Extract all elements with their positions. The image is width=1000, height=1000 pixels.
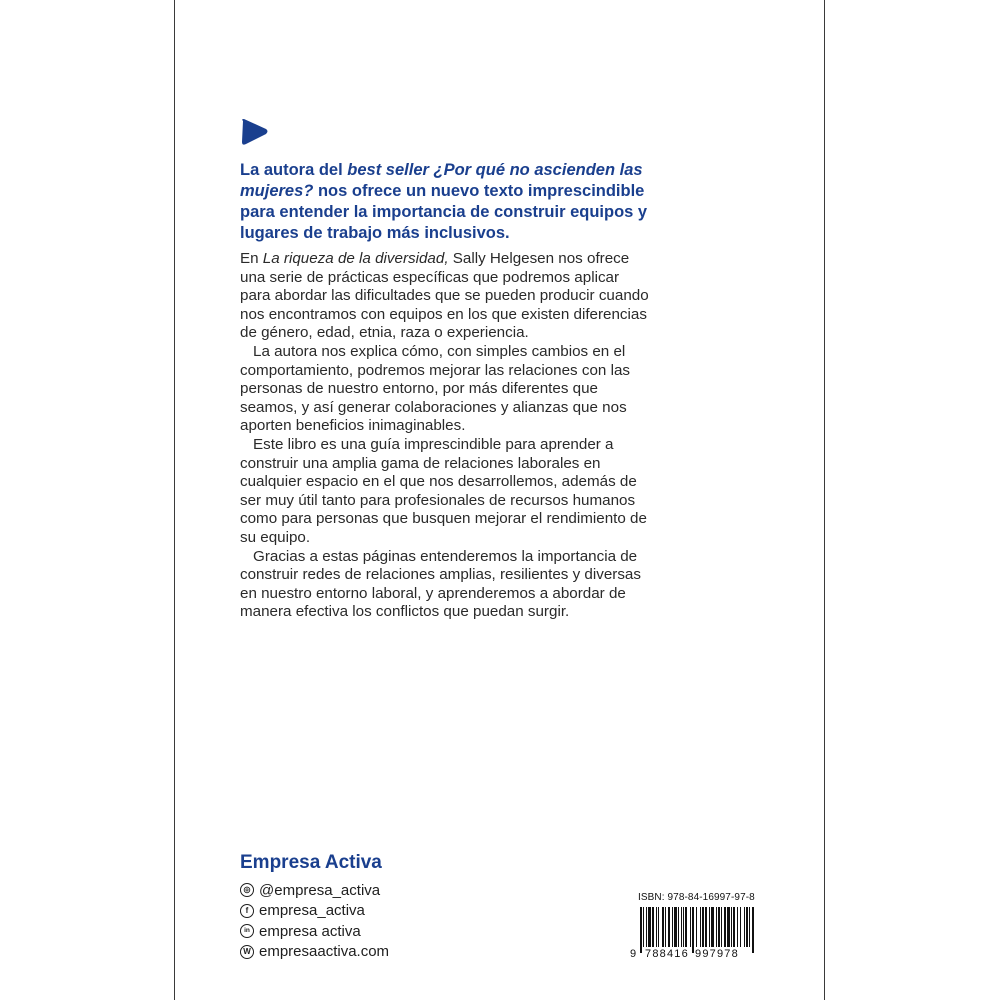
barcode-bar [681,907,682,947]
barcode-bar [656,907,657,947]
barcode-bar [678,907,679,947]
barcode-bar [668,907,670,947]
barcode-bar [752,907,754,953]
social-handle: empresa activa [259,922,361,940]
social-handle: @empresa_activa [259,881,381,899]
synopsis [240,250,650,622]
web-icon: W [240,945,254,959]
social-facebook[interactable] [240,901,389,922]
barcode-bar [705,907,707,947]
barcode-bar [658,907,659,947]
social-handle: empresaactiva.com [259,943,390,961]
barcode-first-digit: 9 [630,948,637,960]
play-icon [240,118,270,146]
barcode-bar [646,907,647,947]
social-instagram[interactable] [240,880,389,901]
barcode-bar [665,907,666,947]
social-web[interactable] [240,942,389,963]
synopsis-paragraph-2: La autora nos explica cómo, con simples cambios en el comportamiento, podremos mejorar las relaciones con las personas de nuestro entorno, por más diferentes que seamos, y así generar colaboraciones y alianzas que nos aporten beneficios inimaginables. [240,342,630,435]
barcode-bar [746,907,748,947]
barcode-bar [724,907,726,947]
barcode-bar [716,907,717,947]
synopsis-paragraph-4: Gracias a estas páginas entenderemos la importancia de construir redes de relaciones amplias, resilientes y diversas en nuestro entorno laboral, y aprenderemos a abordar de manera efectiva los conflictos que puedan surgir. [240,547,641,621]
instagram-icon: ◎ [240,883,254,897]
barcode-bar [744,907,745,947]
social-handle: empresa_activa [259,902,365,920]
barcode-bar [662,907,664,947]
barcode-bar [718,907,720,947]
isbn-label: ISBN: 978-84-16997-97-8 [638,892,755,903]
barcode-bar [690,907,691,947]
social-links [240,880,389,962]
publisher-name: Empresa Activa [240,852,382,873]
synopsis-paragraph-1: En La riqueza de la diversidad, Sally Helgesen nos ofrece una serie de prácticas específicas que podremos aplicar para abordar las dificultades que se pueden producir cuando nos encontramos con equipos en los que existen diferencias de género, edad, etnia, raza o experiencia. [240,250,649,342]
barcode-bar [733,907,735,947]
barcode-bar [721,907,722,947]
barcode-bar [702,907,704,947]
synopsis-paragraph-3: Este libro es una guía imprescindible para aprender a construir una amplia gama de relaciones laborales en cualquier espacio en el que nos desarrollemos, además de ser muy útil tanto para profesionales de recursos humanos como para personas que busquen mejorar el rendimiento de su equipo. [240,435,647,546]
barcode-bar [711,907,714,947]
barcode-bar [700,907,701,947]
barcode-bar [672,907,673,947]
barcode-bar [674,907,677,947]
barcode-bar [727,907,730,947]
barcode-bar [643,907,644,947]
barcode-bar [652,907,654,947]
barcode-bar [737,907,738,947]
lead-paragraph: La autora del best seller ¿Por qué no ascienden las mujeres? nos ofrece un nuevo texto imprescindible para entender la importancia de construir equipos y lugares de trabajo más inclusivos. [240,161,648,242]
barcode-bar [685,907,687,947]
barcode-bar [731,907,732,947]
barcode-bar [749,907,750,947]
barcode-bar [648,907,651,947]
barcode-right-digits: 997978 [695,948,739,960]
barcode-bar [740,907,741,947]
barcode-bar [692,907,694,953]
barcode-bar [696,907,697,947]
barcode-bar [709,907,710,947]
barcode-bar [640,907,642,953]
barcode-bar [683,907,684,947]
linkedin-icon: in [240,924,254,938]
facebook-icon: f [240,904,254,918]
barcode-left-digits: 788416 [645,948,689,960]
social-linkedin[interactable] [240,921,389,942]
